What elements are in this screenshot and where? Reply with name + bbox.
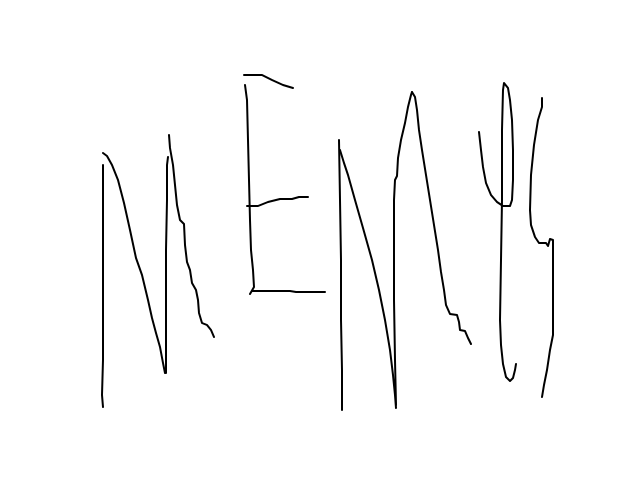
letter-n-left-stem <box>102 165 103 407</box>
letter-e-bottom-bar <box>252 291 325 292</box>
